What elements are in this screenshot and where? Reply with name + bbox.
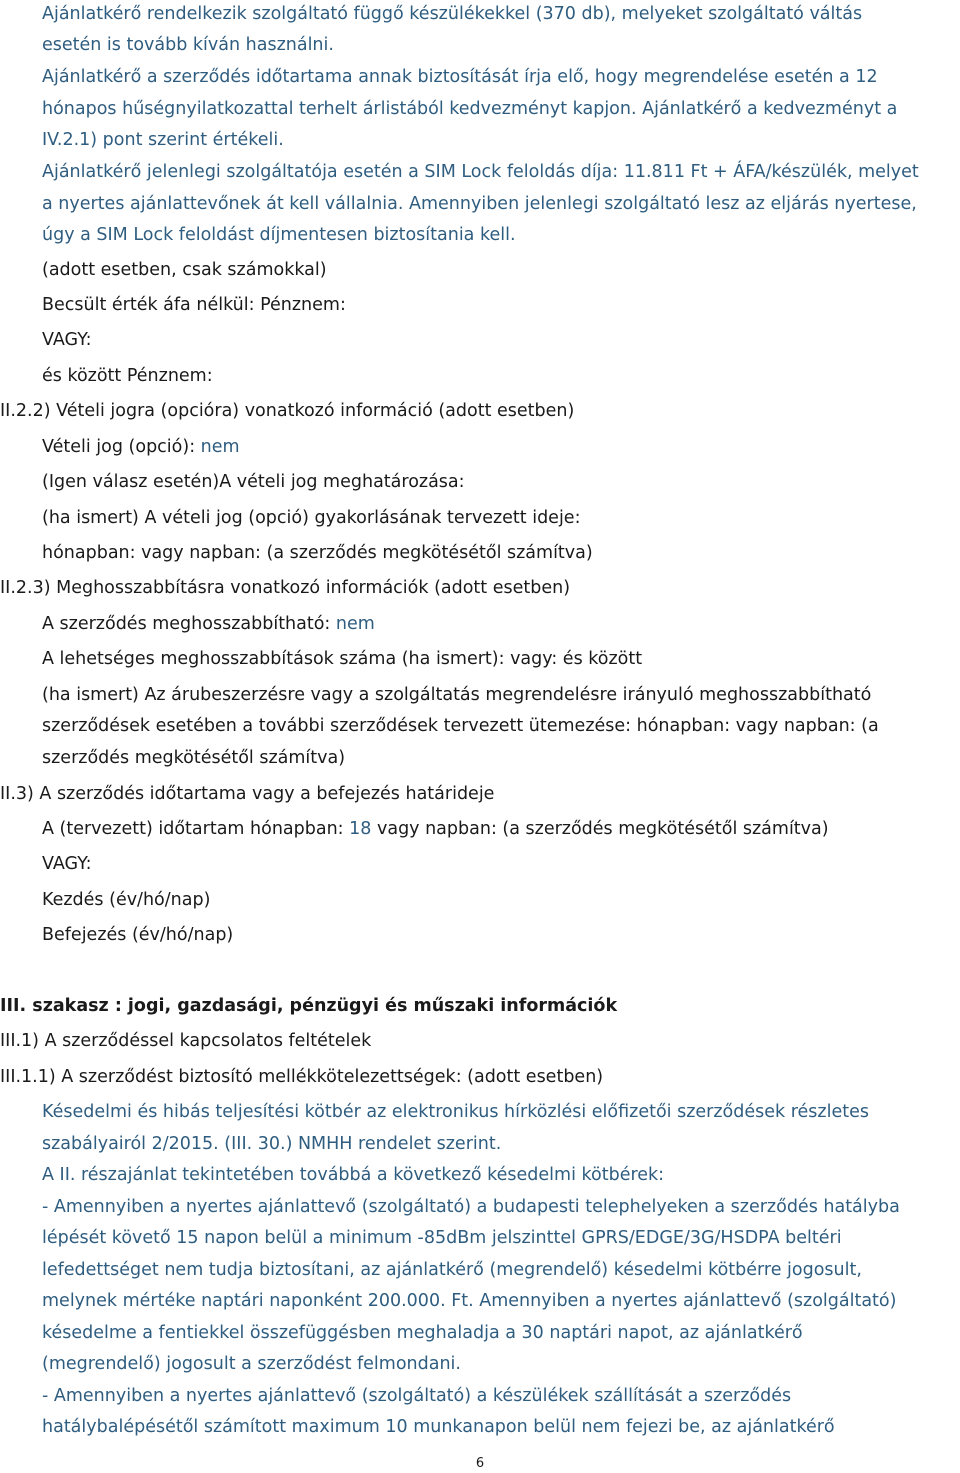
extension-count: A lehetséges meghosszabbítások száma (ha ismert): vagy: és között	[42, 649, 643, 669]
between-label: és között Pénznem:	[42, 366, 213, 386]
penalty-line: lépését követő 15 napon belül a minimum -85dBm jelszinttel GPRS/EDGE/3G/HSDPA beltéri	[42, 1228, 842, 1248]
penalty-line: késedelme a fentiekkel összefüggésben meghaladja a 30 naptári napot, az ajánlatkérő	[42, 1323, 803, 1343]
or-label: VAGY:	[42, 330, 92, 350]
extension-schedule-line: (ha ismert) Az árubeszerzésre vagy a szolgáltatás megrendelésre irányuló meghosszabbítható	[42, 685, 872, 705]
subsection-heading: III.1) A szerződéssel kapcsolatos feltételek	[0, 1031, 372, 1051]
option-row	[42, 436, 240, 458]
option-label: Vételi jog (opció):	[42, 437, 201, 457]
start-date: Kezdés (év/hó/nap)	[42, 890, 211, 910]
section-heading-extension: II.2.3) Meghosszabbításra vonatkozó információk (adott esetben)	[0, 578, 571, 598]
para-line: Ajánlatkérő a szerződés időtartama annak biztosítását írja elő, hogy megrendelése esetén a 12	[42, 67, 878, 87]
penalty-line: A II. részajánlat tekintetében továbbá a következő késedelmi kötbérek:	[42, 1165, 665, 1185]
penalty-line: melynek mértéke naptári naponként 200.000. Ft. Amennyiben a nyertes ajánlattevő (szolgáltató)	[42, 1291, 897, 1311]
penalty-line: - Amennyiben a nyertes ajánlattevő (szolgáltató) a készülékek szállítását a szerződés	[42, 1386, 792, 1406]
penalty-line: Késedelmi és hibás teljesítési kötbér az elektronikus hírközlési előfizetői szerződések részletes	[42, 1102, 869, 1122]
extension-value: nem	[335, 614, 375, 634]
penalty-line: lefedettséget nem tudja biztosítani, az ajánlatkérő (megrendelő) késedelmi kötbérre jogosult,	[42, 1260, 862, 1280]
or-label: VAGY:	[42, 854, 92, 874]
option-definition: (Igen válasz esetén)A vételi jog meghatározása:	[42, 472, 465, 492]
value-note: (adott esetben, csak számokkal)	[42, 260, 327, 280]
para-line: Ajánlatkérő rendelkezik szolgáltató függő készülékekkel (370 db), melyeket szolgáltató váltás	[42, 4, 863, 24]
duration-rest: vagy napban: (a szerződés megkötésétől számítva)	[371, 819, 829, 839]
end-date: Befejezés (év/hó/nap)	[42, 925, 234, 945]
section-heading-option: II.2.2) Vételi jogra (opcióra) vonatkozó információ (adott esetben)	[0, 401, 575, 421]
duration-label: A (tervezett) időtartam hónapban:	[42, 819, 350, 839]
duration-value: 18	[349, 819, 372, 839]
para-line: Ajánlatkérő jelenlegi szolgáltatója esetén a SIM Lock feloldás díja: 11.811 Ft + ÁFA/készülék, melyet	[42, 162, 919, 182]
extension-label: A szerződés meghosszabbítható:	[42, 614, 336, 634]
para-line: úgy a SIM Lock feloldást díjmentesen biztosítania kell.	[42, 225, 516, 245]
section-heading-duration: II.3) A szerződés időtartama vagy a befejezés határideje	[0, 784, 495, 804]
penalty-line: - Amennyiben a nyertes ajánlattevő (szolgáltató) a budapesti telephelyeken a szerződés hatályba	[42, 1197, 900, 1217]
para-line: hónapos hűségnyilatkozattal terhelt árlistából kedvezményt kapjon. Ajánlatkérő a kedvezményt a	[42, 99, 898, 119]
extension-row	[42, 613, 375, 635]
para-line: a nyertes ajánlattevőnek át kell vállalnia. Amennyiben jelenlegi szolgáltató lesz az eljárás nyertese,	[42, 194, 917, 214]
option-value: nem	[200, 437, 240, 457]
option-period: hónapban: vagy napban: (a szerződés megkötésétől számítva)	[42, 543, 593, 563]
para-line: IV.2.1) pont szerint értékeli.	[42, 130, 284, 150]
estimated-value: Becsült érték áfa nélkül: Pénznem:	[42, 295, 346, 315]
extension-schedule-line: szerződések esetében a további szerződések tervezett ütemezése: hónapban: vagy napban: (a	[42, 716, 879, 736]
para-line: esetén is tovább kíván használni.	[42, 35, 334, 55]
section-title: III. szakasz : jogi, gazdasági, pénzügyi és műszaki információk	[0, 996, 618, 1016]
subsection-heading: III.1.1) A szerződést biztosító mellékkötelezettségek: (adott esetben)	[0, 1067, 604, 1087]
penalty-line: (megrendelő) jogosult a szerződést felmondani.	[42, 1354, 461, 1374]
penalty-line: szabályairól 2/2015. (III. 30.) NMHH rendelet szerint.	[42, 1134, 502, 1154]
extension-schedule-line: szerződés megkötésétől számítva)	[42, 748, 346, 768]
duration-row	[42, 818, 829, 840]
page-number: 6	[475, 1456, 485, 1471]
option-time: (ha ismert) A vételi jog (opció) gyakorlásának tervezett ideje:	[42, 508, 581, 528]
penalty-line: hatálybalépésétől számított maximum 10 munkanapon belül nem fejezi be, az ajánlatkérő	[42, 1417, 835, 1437]
